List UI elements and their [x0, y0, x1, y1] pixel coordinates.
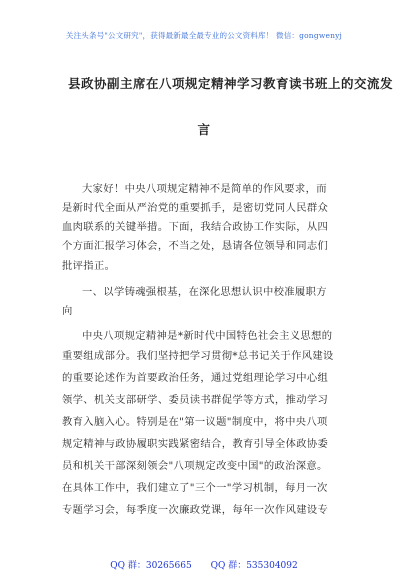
document-title-line-1: 县政协副主席在八项规定精神学习教育读书班上的交流发: [68, 76, 394, 91]
section-heading: 一、以学铸魂强根基，在深化思想认识中校准履职方: [82, 286, 327, 298]
document-title-line-2: 言: [197, 122, 211, 137]
body-line: 个方面汇报学习体会，不当之处，恳请各位领导和同志们: [62, 240, 329, 252]
body-line: 规定精神与政协履职实践紧密结合，教育引导全体政协委: [62, 438, 329, 450]
body-line: 是新时代全面从严治党的重要抓手，是密切党同人民群众: [62, 202, 329, 214]
body-line: 专题学习会，每季度一次廉政党课，每年一次作风建设专: [62, 504, 329, 516]
body-line: 血肉联系的关键举措。下面，我结合政协工作实际，从四: [62, 221, 329, 233]
qq-group-1: QQ 群：30265665: [110, 561, 192, 571]
header-note: 关注头条号"公文研究"，获得最新最全最专业的公文资料库！ 微信：gongwenyj: [65, 31, 343, 40]
body-line: 批评指正。: [62, 260, 116, 272]
body-line: 教育入脑入心。特别是在"第一议题"制度中，将中央八项: [62, 416, 328, 428]
body-line: 在具体工作中，我们建立了"三个一"学习机制，每月一次: [62, 482, 328, 494]
body-line: 领学、机关支部研学、委员读书群促学等方式，推动学习: [62, 394, 329, 406]
footer: [0, 558, 408, 571]
section-heading: 向: [62, 305, 73, 317]
body-line: 重要组成部分。我们坚持把学习贯彻*总书记关于作风建设: [62, 350, 334, 362]
body-line: 的重要论述作为首要政治任务，通过党组理论学习中心组: [62, 372, 329, 384]
body-line: 员和机关干部深刻领会"八项规定改变中国"的政治深意。: [62, 460, 328, 472]
body-line: 中央八项规定精神是*新时代中国特色社会主义思想的: [82, 330, 333, 342]
qq-group-2: QQ 群：535304092: [210, 561, 298, 571]
body-line: 大家好！中央八项规定精神不是简单的作风要求，而: [82, 183, 327, 195]
